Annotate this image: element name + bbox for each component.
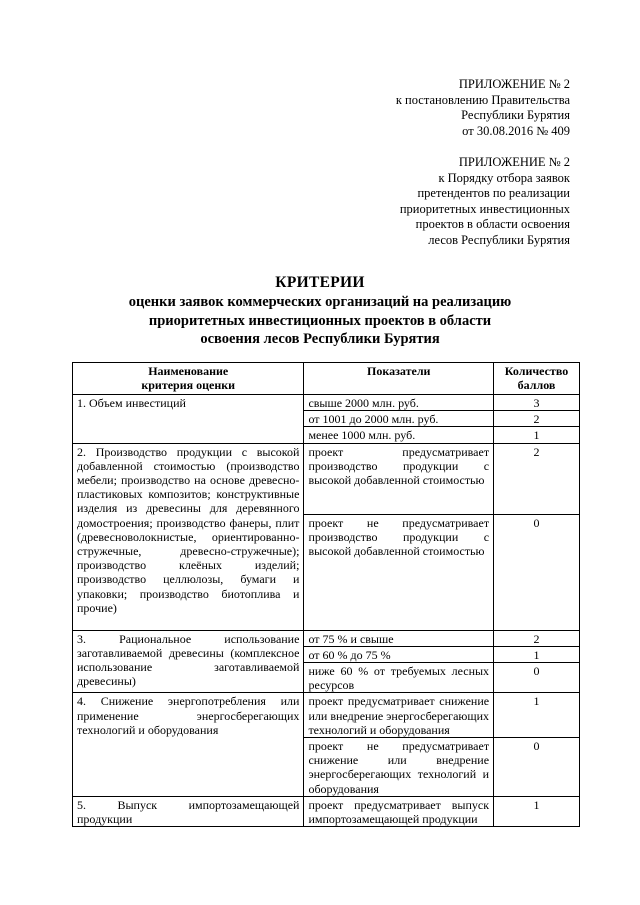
header-points bbox=[494, 363, 580, 395]
title-sub-line: приоритетных инвестиционных проектов в области bbox=[148, 312, 492, 329]
table-row bbox=[73, 443, 580, 514]
appendix-line: проектов в области освоения bbox=[415, 217, 570, 232]
indicator-cell: менее 1000 млн. руб. bbox=[304, 427, 494, 443]
indicator-cell: свыше 2000 млн. руб. bbox=[304, 395, 494, 411]
criteria-table bbox=[72, 362, 580, 827]
points-cell: 1 bbox=[494, 646, 580, 662]
table-row bbox=[73, 693, 580, 738]
appendix-line: к постановлению Правительства bbox=[395, 92, 570, 107]
title-sub-line: освоения лесов Республики Бурятия bbox=[200, 331, 440, 347]
indicator-cell: ниже 60 % от требуемых лесных ресурсов bbox=[304, 663, 494, 693]
title-sub-line: оценки заявок коммерческих организаций на реализацию bbox=[128, 294, 512, 310]
appendix-line: приоритетных инвестиционных bbox=[399, 201, 570, 216]
indicator-cell: проект не предусматривает производство продукции с высокой добавленной стоимостью bbox=[304, 514, 494, 630]
criterion-cell: 4. Снижение энергопотребления или применение энергосберегающих технологий и оборудования bbox=[73, 693, 304, 796]
appendix-line: от 30.08.2016 № 409 bbox=[462, 123, 570, 138]
indicator-cell: проект не предусматривает снижение или внедрение энергосберегающих технологий и оборудования bbox=[304, 738, 494, 797]
points-cell: 2 bbox=[494, 411, 580, 427]
header-points-line: баллов bbox=[517, 377, 556, 392]
criterion-cell: 2. Производство продукции с высокой добавленной стоимостью (производство мебели; производство на основе древесно-пластиковых композитов; конструктивные изделия из древесины для деревянного домостроения; производство фанеры, плит (древесноволокнистые, ориентированно-стружечные, древесно-стружечные); производство клеёных изделий; производство целлюлозы, бумаги и упаковки; производство биотоплива и прочие) bbox=[73, 443, 304, 630]
header-criterion-line: критерия оценки bbox=[141, 377, 236, 392]
title-main: КРИТЕРИИ bbox=[275, 274, 365, 291]
points-cell: 1 bbox=[494, 427, 580, 443]
points-cell: 0 bbox=[494, 514, 580, 630]
indicator-cell: от 75 % и свыше bbox=[304, 630, 494, 646]
points-cell: 2 bbox=[494, 443, 580, 514]
points-cell: 3 bbox=[494, 395, 580, 411]
table-header-row bbox=[73, 363, 580, 395]
appendix-line: Республики Бурятия bbox=[461, 108, 570, 123]
table-row bbox=[73, 630, 580, 646]
criterion-cell: 5. Выпуск импортозамещающей продукции bbox=[73, 796, 304, 826]
table-row bbox=[73, 796, 580, 826]
indicator-cell: от 1001 до 2000 млн. руб. bbox=[304, 411, 494, 427]
header-points-line: Количество bbox=[504, 364, 569, 378]
points-cell: 0 bbox=[494, 738, 580, 797]
criterion-cell: 1. Объем инвестиций bbox=[73, 395, 304, 444]
indicator-cell: проект предусматривает выпуск импортозамещающей продукции bbox=[304, 796, 494, 826]
indicator-cell: проект предусматривает снижение или внедрение энергосберегающих технологий и оборудования bbox=[304, 693, 494, 738]
appendix-line: претендентов по реализации bbox=[417, 186, 570, 201]
document-title bbox=[0, 273, 640, 349]
indicator-cell: проект предусматривает производство продукции с высокой добавленной стоимостью bbox=[304, 443, 494, 514]
points-cell: 2 bbox=[494, 630, 580, 646]
criterion-cell: 3. Рациональное использование заготавливаемой древесины (комплексное использование заготавливаемой древесины) bbox=[73, 630, 304, 693]
appendix-line: лесов Республики Бурятия bbox=[428, 232, 570, 247]
header-criterion-line: Наименование bbox=[148, 364, 229, 378]
appendix-line: ПРИЛОЖЕНИЕ № 2 bbox=[458, 155, 570, 169]
points-cell: 0 bbox=[494, 663, 580, 693]
appendix-header-procedure bbox=[400, 155, 570, 249]
appendix-line: ПРИЛОЖЕНИЕ № 2 bbox=[458, 77, 570, 91]
points-cell: 1 bbox=[494, 796, 580, 826]
header-criterion bbox=[73, 363, 304, 395]
points-cell: 1 bbox=[494, 693, 580, 738]
header-indicators: Показатели bbox=[304, 363, 494, 395]
appendix-header-resolution bbox=[396, 77, 570, 139]
appendix-line: к Порядку отбора заявок bbox=[438, 170, 570, 185]
indicator-cell: от 60 % до 75 % bbox=[304, 646, 494, 662]
table-row bbox=[73, 395, 580, 411]
